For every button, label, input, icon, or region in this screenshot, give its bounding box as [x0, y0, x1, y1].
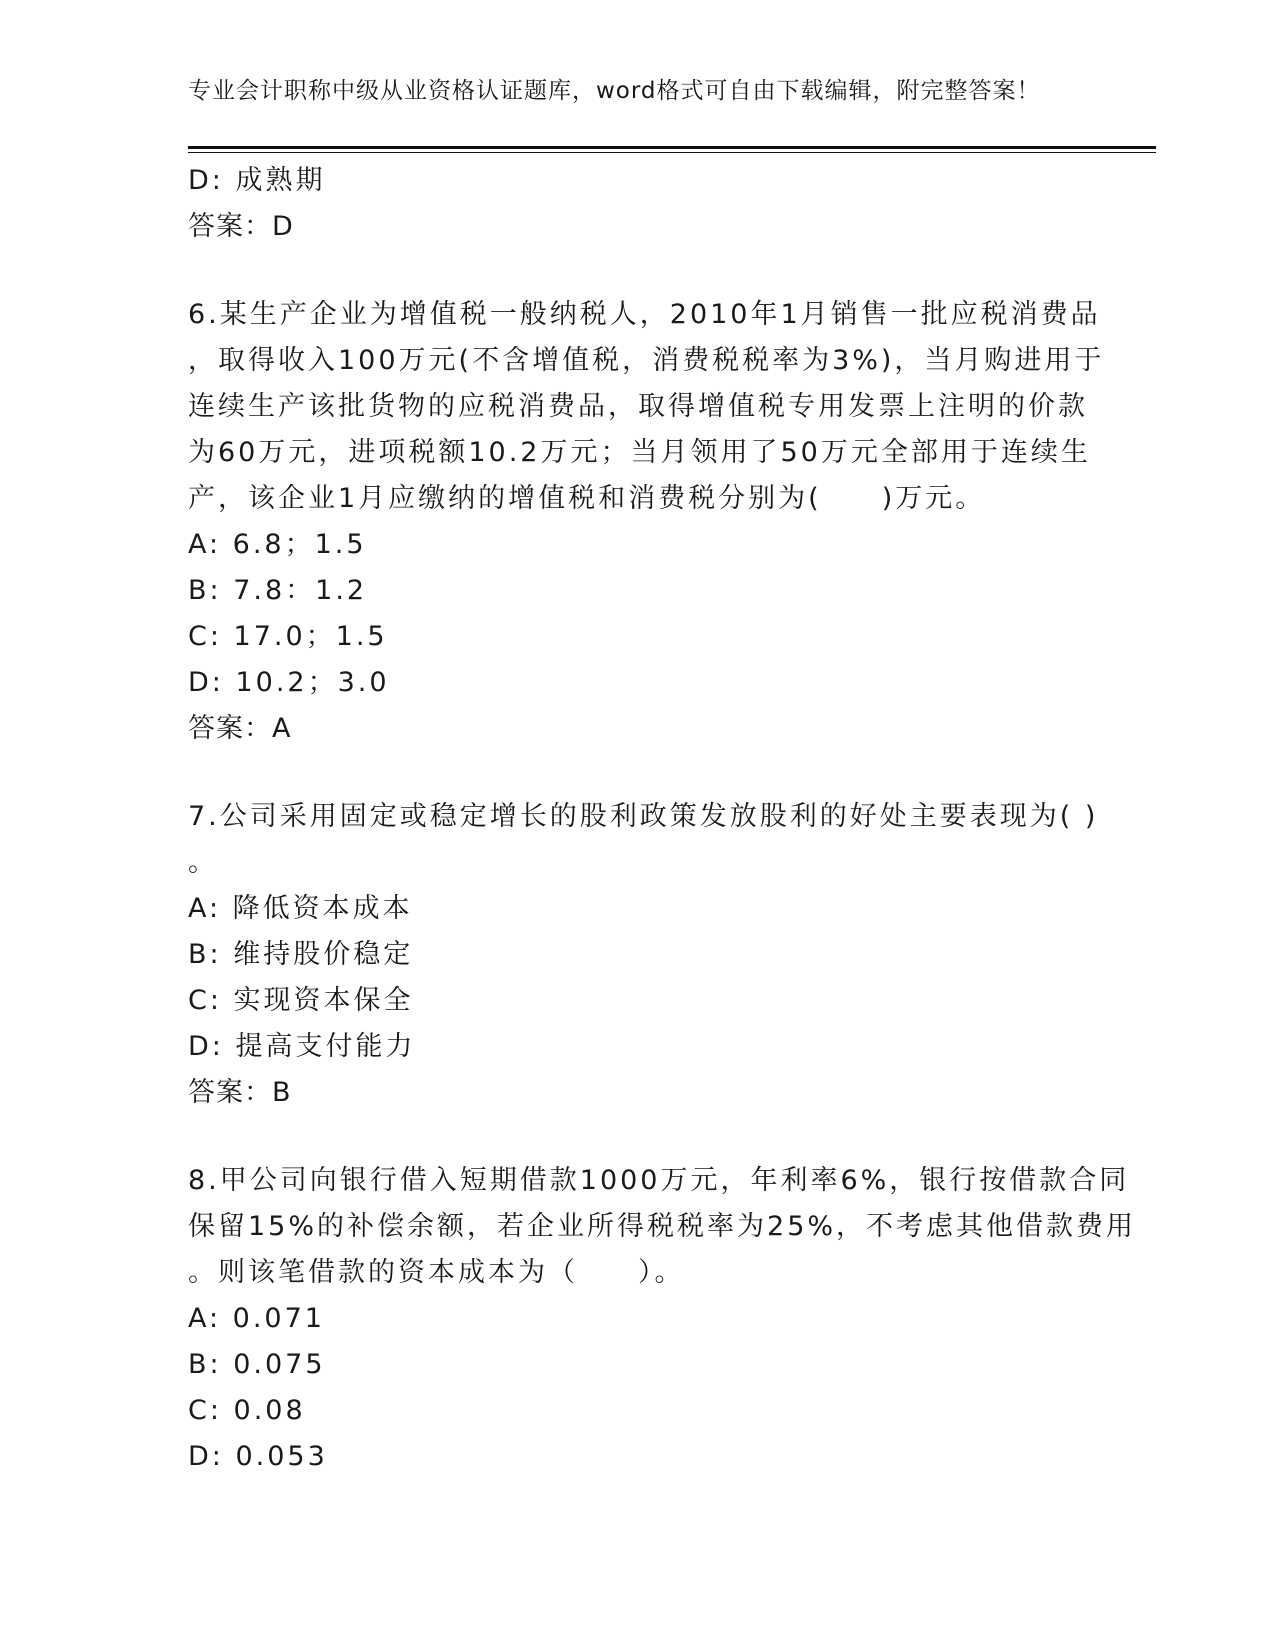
question-8-option-b: B: 0.075 — [188, 1349, 326, 1380]
prev-option-d: D: 成熟期 — [188, 165, 326, 196]
prev-answer: 答案：D — [188, 211, 294, 242]
question-6 — [188, 292, 1105, 752]
document-body — [188, 158, 1137, 1480]
header-divider-thin — [188, 152, 1156, 153]
question-7-line: 7.公司采用固定或稳定增长的股利政策发放股利的好处主要表现为( ) — [188, 801, 1099, 832]
question-6-option-b: B: 7.8：1.2 — [188, 575, 368, 606]
question-6-line: ，取得收入100万元(不含增值税，消费税税率为3%)，当月购进用于 — [188, 345, 1105, 376]
question-8-option-a: A: 0.071 — [188, 1303, 325, 1334]
question-6-option-c: C: 17.0；1.5 — [188, 621, 388, 652]
question-6-answer: 答案：A — [188, 713, 292, 744]
header-divider — [188, 146, 1156, 149]
question-7-option-b: B: 维持股价稳定 — [188, 939, 414, 970]
question-6-line: 产，该企业1月应缴纳的增值税和消费税分别为( )万元。 — [188, 483, 986, 514]
question-6-option-a: A: 6.8；1.5 — [188, 529, 367, 560]
question-8-line: 保留15%的补偿余额，若企业所得税税率为25%，不考虑其他借款费用 — [188, 1211, 1137, 1242]
question-6-line: 为60万元，进项税额10.2万元；当月领用了50万元全部用于连续生 — [188, 437, 1091, 468]
question-7-option-c: C: 实现资本保全 — [188, 985, 414, 1016]
question-6-option-d: D: 10.2；3.0 — [188, 667, 390, 698]
question-8-line: 。则该笔借款的资本成本为（ ）。 — [188, 1257, 685, 1288]
question-6-line: 连续生产该批货物的应税消费品，取得增值税专用发票上注明的价款 — [188, 391, 1088, 422]
question-8 — [188, 1158, 1137, 1480]
question-6-line: 6.某生产企业为增值税一般纳税人，2010年1月销售一批应税消费品 — [188, 299, 1101, 330]
question-8-option-d: D: 0.053 — [188, 1441, 328, 1472]
question-7 — [188, 794, 1099, 1116]
question-7-option-d: D: 提高支付能力 — [188, 1031, 416, 1062]
question-7-line: 。 — [188, 847, 218, 878]
question-7-option-a: A: 降低资本成本 — [188, 893, 413, 924]
page-header: 专业会计职称中级从业资格认证题库，word格式可自由下载编辑，附完整答案！ — [188, 78, 1041, 104]
question-7-answer: 答案：B — [188, 1077, 292, 1108]
question-8-line: 8.甲公司向银行借入短期借款1000万元，年利率6%，银行按借款合同 — [188, 1165, 1130, 1196]
question-8-option-c: C: 0.08 — [188, 1395, 306, 1426]
